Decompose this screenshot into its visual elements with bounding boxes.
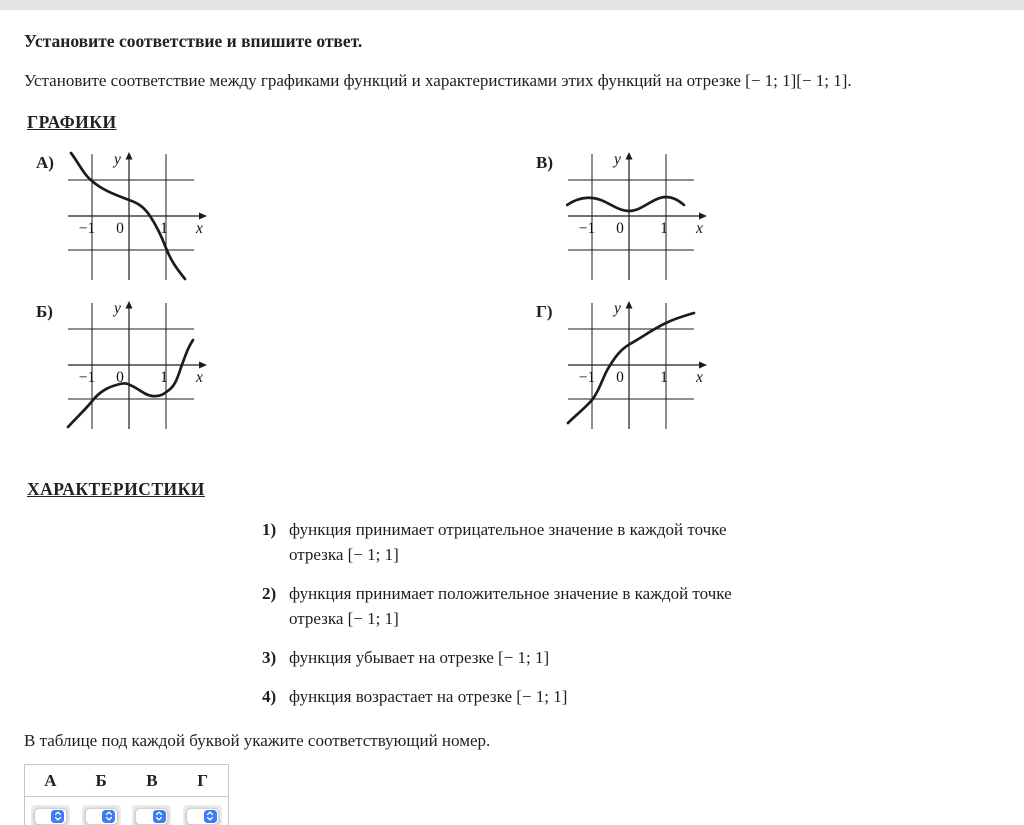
characteristic-item-2 [262, 581, 1000, 631]
column-header-v: В [146, 770, 158, 790]
graph-cell-g [524, 299, 1024, 435]
tick-zero: 0 [616, 369, 624, 386]
y-axis-label: y [614, 300, 621, 317]
tick-minus1: −1 [78, 220, 96, 237]
answer-table-header [25, 765, 228, 797]
grid-lines [68, 154, 194, 280]
answer-select-v[interactable] [132, 805, 171, 825]
y-axis-label: y [614, 151, 621, 168]
axes [68, 152, 207, 280]
x-axis-label: x [196, 369, 203, 386]
tick-minus1: −1 [578, 369, 596, 386]
characteristics-list [24, 517, 1000, 709]
x-axis-label: x [196, 220, 203, 237]
axes [68, 301, 207, 429]
axes [568, 301, 707, 429]
tick-one: 1 [160, 220, 168, 237]
tick-zero: 0 [116, 220, 124, 237]
answer-table [24, 764, 229, 825]
tick-zero: 0 [116, 369, 124, 386]
grid-lines [568, 154, 694, 280]
item-text: функция принимает положительное значение в каждой точке отрезка [− 1; 1] [289, 584, 732, 628]
graph-label-b: Б) [36, 302, 53, 321]
item-text: функция убывает на отрезке [− 1; 1] [289, 648, 550, 667]
graph-cell-b [24, 299, 524, 435]
answer-table-body [25, 797, 228, 825]
stepper-icon [153, 810, 166, 823]
stepper-icon [204, 810, 217, 823]
tick-one: 1 [660, 369, 668, 386]
y-axis-label: y [114, 300, 121, 317]
task-description: Установите соответствие между графиками функций и характеристиками этих функций на отрезке [− 1; 1][− 1; 1]. [24, 71, 852, 90]
y-axis-label: y [114, 151, 121, 168]
answer-select-b[interactable] [82, 805, 121, 825]
tick-minus1: −1 [78, 369, 96, 386]
answer-select-g[interactable] [183, 805, 222, 825]
answer-instruction: В таблице под каждой буквой укажите соответствующий номер. [24, 731, 491, 750]
tick-one: 1 [660, 220, 668, 237]
characteristic-item-4 [262, 684, 1000, 709]
top-bar [0, 0, 1024, 10]
characteristic-item-1 [262, 517, 1000, 567]
graphs-heading: ГРАФИКИ [27, 112, 117, 132]
tick-one: 1 [160, 369, 168, 386]
graph-g-plot [566, 299, 708, 435]
characteristic-item-3 [262, 645, 1000, 670]
grid-lines [568, 303, 694, 429]
graph-a-plot [66, 150, 208, 286]
item-text: функция возрастает на отрезке [− 1; 1] [289, 687, 568, 706]
graph-v-plot [566, 150, 708, 286]
graph-cell-a [24, 150, 524, 286]
graph-label-v: В) [536, 153, 553, 172]
column-header-g: Г [197, 770, 209, 790]
graph-label-a: А) [36, 153, 54, 172]
item-number: 1) [262, 520, 277, 539]
tick-zero: 0 [616, 220, 624, 237]
page-title: Установите соответствие и впишите ответ. [24, 31, 363, 51]
item-number: 3) [262, 648, 277, 667]
stepper-icon [51, 810, 64, 823]
x-axis-label: x [696, 369, 703, 386]
characteristics-heading: ХАРАКТЕРИСТИКИ [27, 479, 205, 499]
graph-cell-v [524, 150, 1024, 286]
tick-minus1: −1 [578, 220, 596, 237]
column-header-a: А [44, 770, 57, 790]
item-number: 4) [262, 687, 277, 706]
item-number: 2) [262, 584, 277, 603]
graph-b-plot [66, 299, 208, 435]
axes [568, 152, 707, 280]
answer-select-a[interactable] [31, 805, 70, 825]
graph-label-g: Г) [536, 302, 553, 321]
stepper-icon [102, 810, 115, 823]
grid-lines [68, 303, 194, 429]
column-header-b: Б [95, 770, 107, 790]
graphs-grid [24, 150, 1000, 435]
item-text: функция принимает отрицательное значение в каждой точке отрезка [− 1; 1] [289, 520, 727, 564]
task-content [0, 31, 1024, 825]
x-axis-label: x [696, 220, 703, 237]
